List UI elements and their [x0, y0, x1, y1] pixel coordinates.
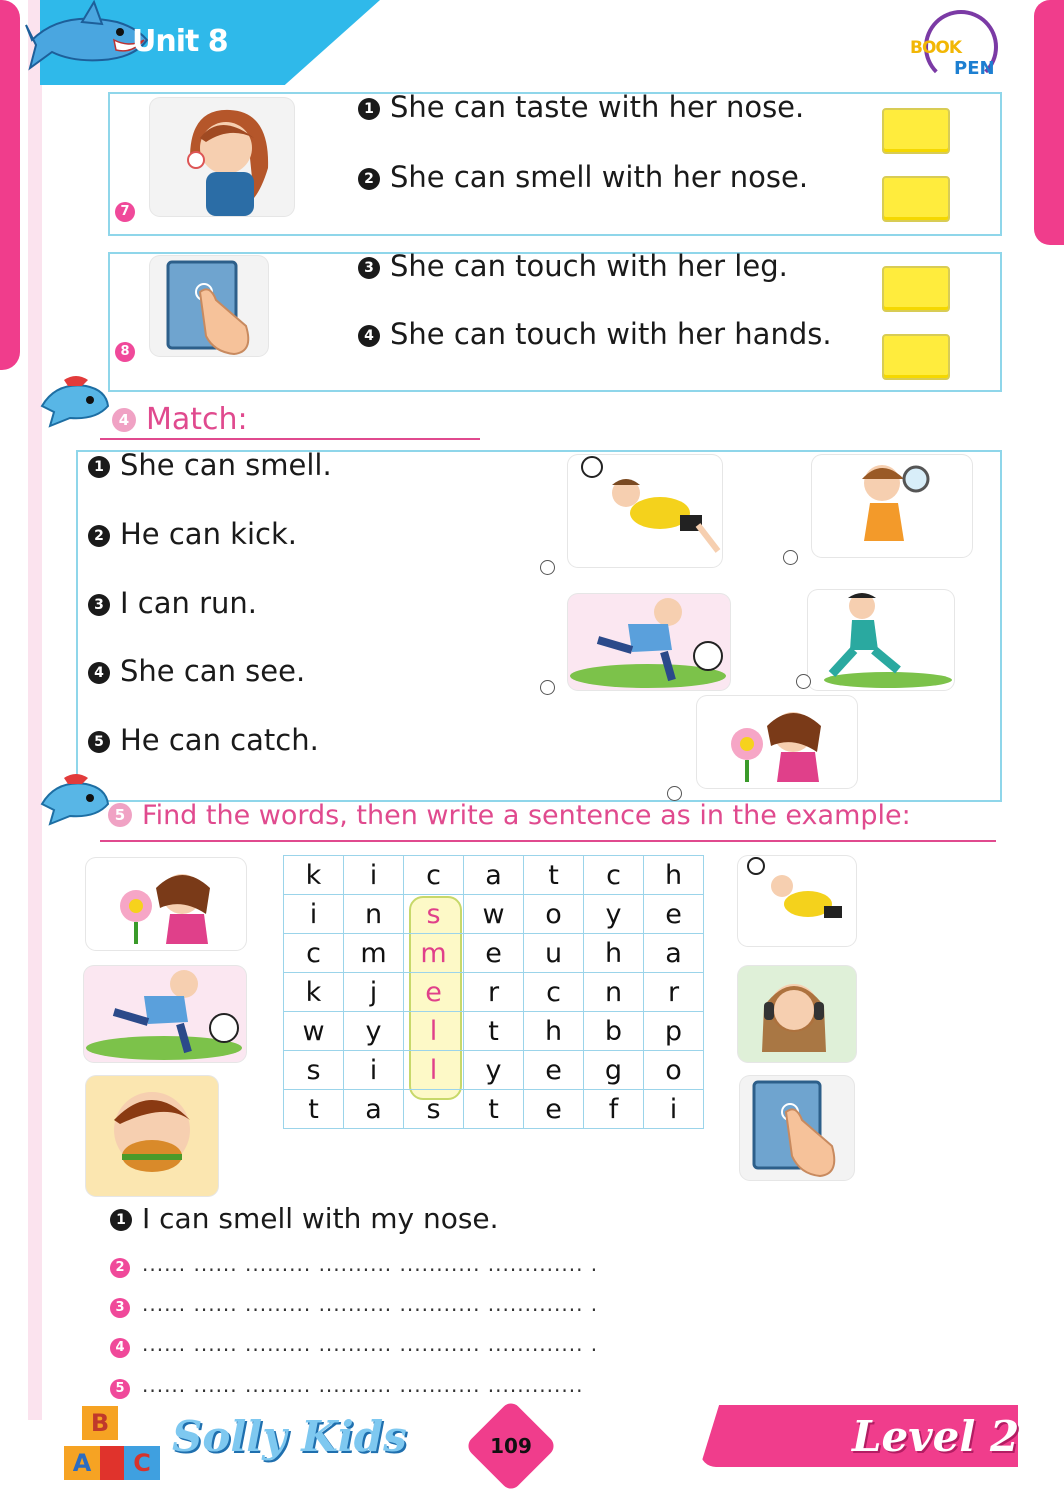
grid-letter[interactable]: r: [464, 973, 524, 1012]
grid-letter[interactable]: t: [464, 1090, 524, 1129]
hand-touch-icon: [150, 256, 268, 356]
section-title-text: Find the words, then write a sentence as in the example:: [142, 800, 911, 831]
grid-letter[interactable]: i: [644, 1090, 704, 1129]
grid-letter[interactable]: b: [584, 1012, 644, 1051]
match-dot[interactable]: [540, 680, 555, 695]
hand-touch-icon: [740, 1076, 854, 1180]
match-item-number: 2: [88, 525, 110, 547]
boy-kicking-image: [568, 594, 730, 690]
match-item-text: She can smell.: [120, 448, 332, 482]
boy-catching-ball-icon: [568, 455, 722, 567]
level-label: Level 2: [852, 1412, 1020, 1461]
match-dot[interactable]: [540, 560, 555, 575]
hand-touching-tablet-image: [740, 1076, 854, 1180]
line-number: 4: [110, 1338, 130, 1358]
match-item: [88, 654, 305, 688]
answer-checkbox[interactable]: [882, 108, 950, 154]
line-number: 5: [110, 1379, 130, 1399]
option-number: 3: [358, 257, 380, 279]
blank-dots: ...... ...... ......... .......... ........... ............. .: [142, 1252, 599, 1276]
line-number: 2: [110, 1258, 130, 1278]
logo-text-top: BOOK: [910, 38, 962, 58]
grid-letter[interactable]: e: [644, 895, 704, 934]
boy-running-image: [808, 590, 954, 690]
boy-catching-image: [738, 856, 856, 946]
grid-letter[interactable]: r: [644, 973, 704, 1012]
match-item-text: He can kick.: [120, 517, 297, 551]
match-item-text: He can catch.: [120, 723, 319, 757]
match-item: [88, 517, 297, 551]
girl-magnifier-icon: [812, 455, 972, 557]
grid-row: [284, 856, 704, 895]
boy-catching-ball-icon: [738, 856, 856, 946]
grid-letter[interactable]: f: [584, 1090, 644, 1129]
dolphin-mascot-icon: [36, 372, 112, 428]
block-letter: C: [124, 1446, 160, 1480]
blank-dots: ...... ...... ......... .......... ........... ............. .: [142, 1332, 599, 1356]
left-pink-bar: [0, 0, 20, 370]
left-decor-strip: [28, 0, 42, 1420]
grid-letter[interactable]: t: [524, 856, 584, 895]
example-sentence: [110, 1202, 499, 1235]
grid-letter[interactable]: h: [584, 934, 644, 973]
section-title-text: Match:: [146, 402, 248, 437]
option-number: 2: [358, 168, 380, 190]
girl-smelling-flower-icon: [697, 696, 857, 788]
grid-row: [284, 1090, 704, 1129]
girl-smelling-image: [150, 98, 294, 216]
word-search-grid: [283, 855, 704, 1129]
grid-letter[interactable]: w: [464, 895, 524, 934]
girl-smelling-flower-image: [697, 696, 857, 788]
right-pink-bar: [1034, 0, 1064, 245]
grid-letter[interactable]: l: [404, 1051, 464, 1090]
grid-row: [284, 1012, 704, 1051]
line-number: 3: [110, 1298, 130, 1318]
girl-with-headphones-image: [738, 966, 856, 1062]
option-text: She can smell with her nose.: [390, 160, 809, 194]
option-sentence: [358, 160, 808, 194]
match-item-number: 3: [88, 594, 110, 616]
grid-letter[interactable]: e: [404, 973, 464, 1012]
grid-letter[interactable]: e: [524, 1051, 584, 1090]
girl-smelling-flower-image: [86, 858, 246, 950]
grid-letter[interactable]: t: [284, 1090, 344, 1129]
match-item: [88, 586, 257, 620]
example-text: I can smell with my nose.: [142, 1202, 499, 1235]
dolphin-mascot-icon: [36, 770, 112, 826]
grid-letter[interactable]: s: [404, 895, 464, 934]
boy-eating-icon: [86, 1076, 218, 1196]
grid-letter[interactable]: c: [524, 973, 584, 1012]
grid-letter[interactable]: c: [584, 856, 644, 895]
boy-kicking-ball-icon: [84, 966, 246, 1062]
match-dot[interactable]: [796, 674, 811, 689]
section-number-badge: 4: [112, 408, 136, 432]
grid-row: [284, 934, 704, 973]
option-text: She can touch with her leg.: [390, 249, 788, 283]
brand-logo: Solly Kids: [172, 1412, 407, 1461]
grid-letter[interactable]: a: [644, 934, 704, 973]
grid-letter[interactable]: y: [464, 1051, 524, 1090]
grid-letter[interactable]: e: [524, 1090, 584, 1129]
girl-smelling-icon: [150, 98, 294, 216]
match-item-text: I can run.: [120, 586, 257, 620]
grid-row: [284, 895, 704, 934]
block-letter: A: [64, 1446, 100, 1480]
answer-line[interactable]: [110, 1366, 583, 1399]
grid-letter[interactable]: s: [284, 1051, 344, 1090]
grid-letter[interactable]: u: [524, 934, 584, 973]
option-sentence: [358, 90, 804, 124]
answer-line[interactable]: [110, 1325, 598, 1358]
grid-letter[interactable]: o: [644, 1051, 704, 1090]
match-item: [88, 448, 332, 482]
grid-letter[interactable]: a: [344, 1090, 404, 1129]
grid-letter[interactable]: c: [284, 934, 344, 973]
block-side: [100, 1446, 124, 1480]
grid-letter[interactable]: w: [284, 1012, 344, 1051]
blank-dots: ...... ...... ......... .......... ........... ............. .: [142, 1292, 599, 1316]
boy-kicking-image: [84, 966, 246, 1062]
answer-line[interactable]: [110, 1285, 598, 1318]
match-item-text: She can see.: [120, 654, 306, 688]
abc-blocks-icon: [28, 1402, 168, 1489]
blank-dots: ...... ...... ......... .......... ........... .............: [142, 1373, 584, 1397]
answer-checkbox[interactable]: [882, 334, 950, 380]
book-pen-logo: [908, 8, 1004, 88]
girl-headphones-icon: [738, 966, 856, 1062]
logo-text-bottom: PEN: [954, 58, 995, 79]
line-number: 1: [110, 1209, 132, 1231]
grid-letter[interactable]: t: [464, 1012, 524, 1051]
section-underline: [100, 438, 480, 440]
grid-letter[interactable]: h: [524, 1012, 584, 1051]
option-sentence: [358, 317, 832, 351]
girl-with-magnifier-image: [812, 455, 972, 557]
hand-touching-tablet-image: [150, 256, 268, 356]
question-number-badge: 8: [115, 342, 135, 362]
match-item: [88, 723, 319, 757]
grid-letter[interactable]: n: [584, 973, 644, 1012]
unit-title: Unit 8: [132, 24, 228, 59]
match-item-number: 5: [88, 731, 110, 753]
girl-smelling-flower-icon: [86, 858, 246, 950]
block-letter: B: [82, 1406, 118, 1440]
grid-letter[interactable]: k: [284, 856, 344, 895]
grid-letter[interactable]: i: [344, 856, 404, 895]
boy-catching-image: [568, 455, 722, 567]
grid-letter[interactable]: h: [644, 856, 704, 895]
grid-letter[interactable]: a: [464, 856, 524, 895]
grid-letter[interactable]: i: [284, 895, 344, 934]
match-item-number: 1: [88, 456, 110, 478]
grid-row: [284, 1051, 704, 1090]
grid-letter[interactable]: i: [344, 1051, 404, 1090]
grid-letter[interactable]: l: [404, 1012, 464, 1051]
grid-letter[interactable]: s: [404, 1090, 464, 1129]
option-sentence: [358, 249, 788, 283]
answer-line[interactable]: [110, 1245, 598, 1278]
grid-row: [284, 973, 704, 1012]
match-dot[interactable]: [667, 786, 682, 801]
answer-checkbox[interactable]: [882, 176, 950, 222]
section-underline: [100, 840, 996, 842]
find-section-title: [108, 800, 911, 831]
grid-letter[interactable]: k: [284, 973, 344, 1012]
grid-letter[interactable]: e: [464, 934, 524, 973]
answer-checkbox[interactable]: [882, 266, 950, 312]
section-number-badge: 5: [108, 803, 132, 827]
option-text: She can touch with her hands.: [390, 317, 832, 351]
option-number: 1: [358, 98, 380, 120]
question-number-badge: 7: [115, 202, 135, 222]
grid-letter[interactable]: o: [524, 895, 584, 934]
match-dot[interactable]: [783, 550, 798, 565]
grid-letter[interactable]: n: [344, 895, 404, 934]
grid-letter[interactable]: m: [344, 934, 404, 973]
boy-running-icon: [808, 590, 954, 690]
option-number: 4: [358, 325, 380, 347]
grid-letter[interactable]: m: [404, 934, 464, 973]
grid-letter[interactable]: g: [584, 1051, 644, 1090]
grid-letter[interactable]: c: [404, 856, 464, 895]
option-text: She can taste with her nose.: [390, 90, 805, 124]
grid-letter[interactable]: p: [644, 1012, 704, 1051]
grid-letter[interactable]: y: [344, 1012, 404, 1051]
grid-letter[interactable]: j: [344, 973, 404, 1012]
boy-eating-burger-image: [86, 1076, 218, 1196]
boy-kicking-ball-icon: [568, 594, 730, 690]
grid-letter[interactable]: y: [584, 895, 644, 934]
page-number: 109: [490, 1434, 532, 1458]
match-section-title: [112, 402, 248, 437]
match-item-number: 4: [88, 662, 110, 684]
